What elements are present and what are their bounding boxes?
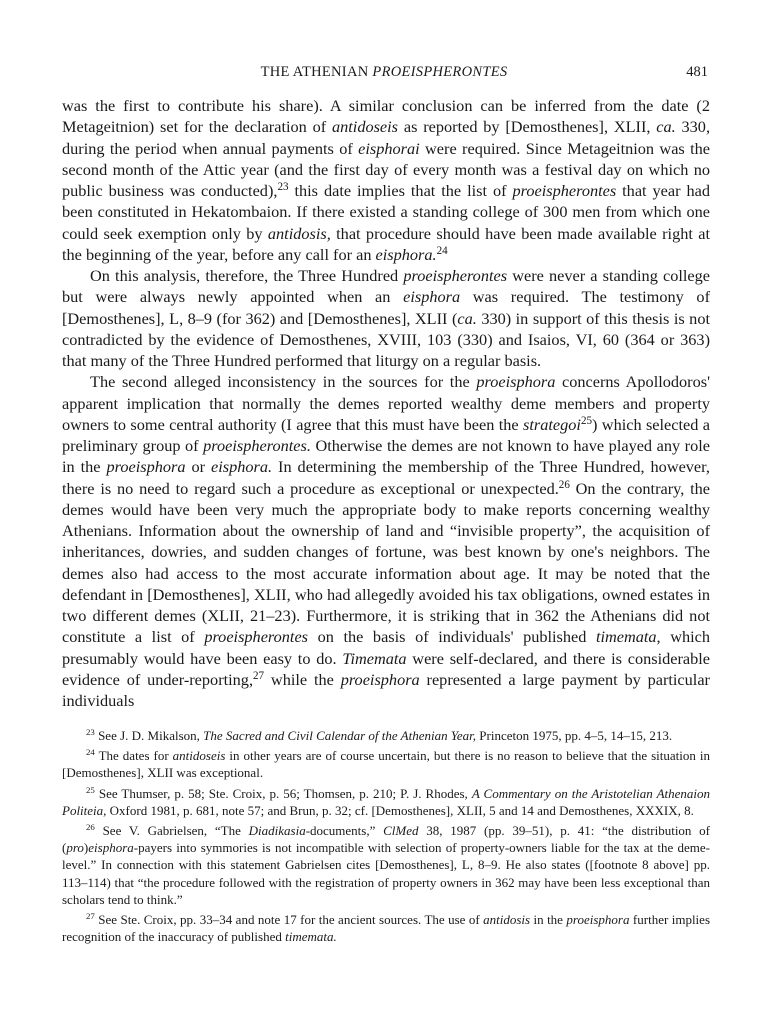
main-text xyxy=(62,95,710,711)
text-run: while the xyxy=(264,669,341,689)
footnote-ref: 23 xyxy=(277,180,289,193)
text-run: or xyxy=(185,457,211,477)
footnote-23 xyxy=(62,727,710,744)
text-run: ) xyxy=(83,840,89,856)
text-run: on the basis of individuals' published xyxy=(308,627,596,647)
footnote-25 xyxy=(62,785,710,819)
italic-text: antidosis, xyxy=(267,223,331,243)
italic-text: eisphora xyxy=(403,287,461,307)
italic-text: antidoseis xyxy=(331,117,399,137)
paragraph xyxy=(62,95,710,265)
text-run: In determining the membership of the Three Hundred, however, there is no need to regard such a procedure as exceptional or unexpected. xyxy=(62,457,711,498)
italic-text: ClMed xyxy=(383,823,419,839)
text-run: -documents,” xyxy=(305,823,384,839)
italic-text: proeispherontes xyxy=(403,266,508,285)
italic-text: strategoi xyxy=(523,414,581,434)
text-run: in other years are of course uncertain, but there is no reason to believe that the situation in [Demosthenes], XLII was exceptional. xyxy=(62,748,710,781)
italic-text: eisphorai xyxy=(358,138,420,158)
italic-text: Diadikasia xyxy=(248,823,306,839)
italic-text: The Sacred and Civil Calendar of the Athenian Year, xyxy=(203,728,477,743)
text-run: were required. Since Metageitnion was the second month of the Attic year (and the first day of every month was a festival day on which no public business was conducted), xyxy=(62,138,711,200)
running-title xyxy=(60,64,708,81)
paragraph xyxy=(62,265,710,371)
text-run: in the xyxy=(530,912,567,928)
italic-text: proeisphora xyxy=(476,372,556,392)
footnote-ref: 27 xyxy=(253,669,265,682)
footnote-26 xyxy=(62,822,710,908)
text-run: was required. The testimony of [Demosthenes], L, 8–9 (for 362) and [Demosthenes], XLII ( xyxy=(62,287,710,328)
text-run: ) which selected a preliminary group of xyxy=(62,414,711,455)
text-run: Oxford 1981, p. 681, note 57; and Brun, p. 32; cf. [Demosthenes], XLII, 5 and 14 and Demosthenes, XXXIX, 8. xyxy=(106,802,694,818)
text-run: On the contrary, the demes would have been very much the appropriate body to make reports concerning wealthy Athenians. Information about the ownership of land and “invisible property”, the acquisition of inheritances, dowries, and sudden changes of fortune, was best known by one's neighbors. The demes also had access to the most accurate information about age. It may be noted that the defendant in [Demosthenes], XLII, who had allegedly avoided his tax obligations, owned estates in two different demes (XLII, 21–23). Furthermore, it is striking that in 362 the Athenians did not constitute a list of xyxy=(62,478,710,647)
text-run: Otherwise the demes are not known to have played any role in the xyxy=(62,436,710,477)
italic-text: proeispherontes xyxy=(204,627,309,647)
italic-text: antidosis xyxy=(483,912,531,928)
text-run: 38, 1987 (pp. 39–51), p. 41: “the distribution of ( xyxy=(62,823,711,856)
footnote-27 xyxy=(62,911,710,945)
text-run: See J. D. Mikalson, xyxy=(94,728,204,743)
text-run: further implies recognition of the inaccuracy of published xyxy=(62,912,710,945)
italic-text: Timemata xyxy=(342,648,407,668)
italic-text: timemata, xyxy=(595,627,661,647)
text-run: concerns Apollodoros' apparent implication that normally the demes reported wealthy deme members and property owners to some central authority (I agree that this must have been the xyxy=(62,372,710,434)
footnote-ref: 24 xyxy=(436,244,448,257)
running-title-italic: PROEISPHERONTES xyxy=(372,64,508,80)
text-run: as reported by [Demosthenes], XLII, xyxy=(398,117,657,137)
text-run: that year had been constituted in Hekatombaion. If there existed a standing college of 300 men from which one could seek exemption only by xyxy=(62,181,710,243)
italic-text: eisphora. xyxy=(375,244,437,264)
paragraph xyxy=(62,371,710,711)
footnote-ref: 25 xyxy=(580,414,593,427)
italic-text: ca. xyxy=(457,308,477,328)
text-run: -payers into symmories is not incompatible with selection of property-owners liable for the tax at the deme-level.” In connection with this statement Gabrielsen cites [Demosthenes], L, 8–9. He also states ([footnote 8 above] pp. 113–114) that “the procedure followed with the registration of property owners in 362 may have been less exceptional than scholars tend to think.” xyxy=(62,840,710,907)
italic-text: proeisphora xyxy=(106,457,186,477)
italic-text: eisphora. xyxy=(211,457,273,477)
italic-text: antidoseis xyxy=(172,748,226,764)
text-run: that procedure should have been made available right at the beginning of the year, before any call for an xyxy=(62,223,710,264)
footnote-ref: 27 xyxy=(86,911,95,922)
text-run: 330) in support of this thesis is not contradicted by the evidence of Demosthenes, XVIII, 103 (330) and Isaios, VI, 60 (364 or 363) that many of the Three Hundred performed that liturgy on a regular basis. xyxy=(62,308,710,370)
text-run: represented a large payment by particular individuals xyxy=(62,669,710,710)
italic-text: proeisphora xyxy=(340,669,420,689)
text-run: this date implies that the list of xyxy=(288,181,513,200)
italic-text: ca. xyxy=(656,117,676,137)
text-run: The second alleged inconsistency in the sources for the xyxy=(90,372,477,392)
italic-text: A Commentary on the Aristotelian Athenaion Politeia, xyxy=(62,785,710,818)
italic-text: eisphora xyxy=(88,840,134,856)
text-run: See Thumser, p. 58; Ste. Croix, p. 56; Thomsen, p. 210; P. J. Rhodes, xyxy=(94,785,472,801)
running-title-prefix: THE ATHENIAN xyxy=(260,64,373,80)
italic-text: proeispherontes. xyxy=(203,436,311,455)
italic-text: pro xyxy=(66,840,84,856)
text-run: See Ste. Croix, pp. 33–34 and note 17 for the ancient sources. The use of xyxy=(94,912,484,928)
text-run: The dates for xyxy=(94,748,173,764)
italic-text: timemata. xyxy=(285,929,337,945)
page-number: 481 xyxy=(686,64,708,80)
footnote-ref: 26 xyxy=(86,822,95,833)
text-run: which presumably would have been easy to do. xyxy=(62,627,711,668)
text-run: was the first to contribute his share). A similar conclusion can be inferred from the date (2 Metageitnion) set for the declaration of xyxy=(62,96,710,137)
footnote-ref: 24 xyxy=(86,747,95,758)
footnote-24 xyxy=(62,747,710,781)
text-run: 330, during the period when annual payments of xyxy=(62,117,711,158)
footnote-ref: 26 xyxy=(558,478,570,491)
running-header xyxy=(60,64,708,86)
footnotes xyxy=(62,727,710,945)
text-run: See V. Gabrielsen, “The xyxy=(94,823,249,839)
text-run: were self-declared, and there is considerable evidence of under-reporting, xyxy=(62,648,710,689)
italic-text: proeispherontes xyxy=(512,181,617,200)
footnote-ref: 23 xyxy=(86,727,95,738)
text-run: Princeton 1975, pp. 4–5, 14–15, 213. xyxy=(476,728,673,743)
italic-text: proeisphora xyxy=(566,912,630,928)
text-run: were never a standing college but were always newly appointed when an xyxy=(62,266,710,307)
footnote-ref: 25 xyxy=(86,784,95,795)
text-run: On this analysis, therefore, the Three Hundred xyxy=(90,266,404,285)
